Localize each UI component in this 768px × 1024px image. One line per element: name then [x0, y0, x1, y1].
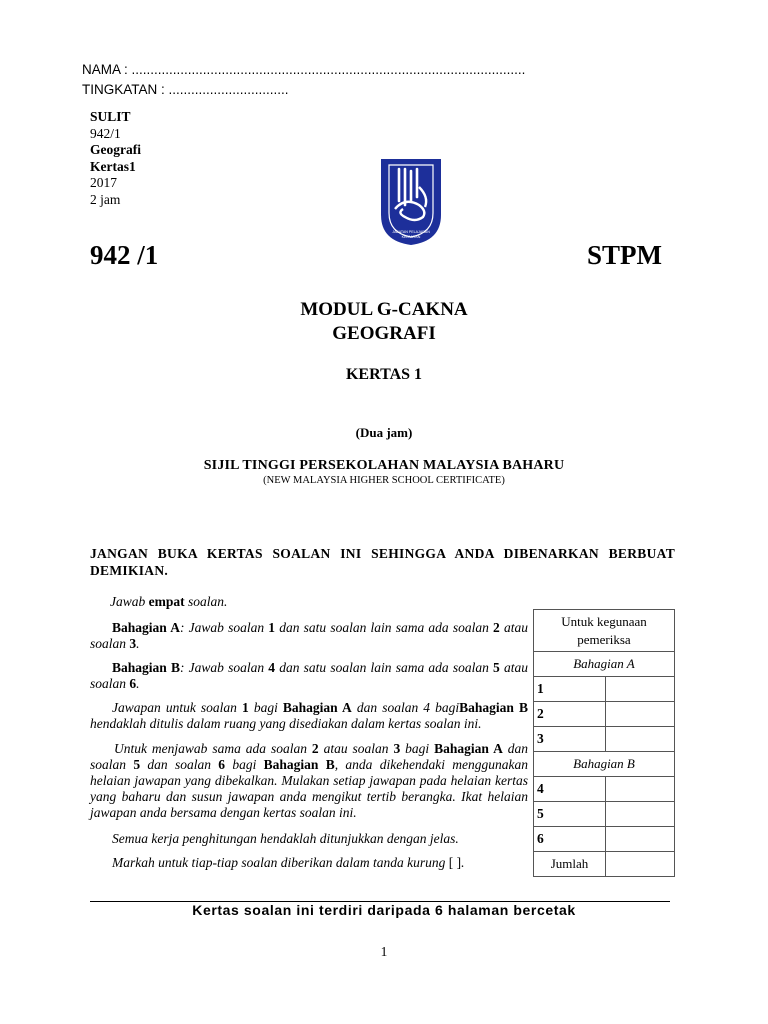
instruction-2: Bahagian A: Jawab soalan 1 dan satu soalan lain sama ada soalan 2 atau soalan 3.	[90, 620, 528, 651]
certificate-english: (NEW MALAYSIA HIGHER SCHOOL CERTIFICATE)	[263, 475, 505, 486]
question-4-mark	[606, 777, 675, 802]
logo-text-1: JABATAN PELAJARAN	[392, 230, 430, 234]
question-2-label: 2	[534, 702, 606, 727]
question-4-label: 4	[534, 777, 606, 802]
question-3-mark	[606, 727, 675, 752]
nama-field: NAMA : .........................................................................................................	[82, 62, 526, 77]
question-1-label: 1	[534, 677, 606, 702]
exam-name: STPM	[587, 240, 663, 270]
total-label: Jumlah	[534, 852, 606, 877]
jabatan-pelajaran-kelantan-logo	[375, 157, 447, 247]
examiner-table-header: Untuk kegunaan pemeriksa	[534, 610, 675, 652]
meta-subject: Geografi	[90, 142, 141, 157]
meta-code: 942/1	[90, 125, 121, 141]
instruction-1: Jawab empat soalan.	[110, 594, 228, 609]
module-title: MODUL G-CAKNA	[300, 299, 468, 320]
total-mark	[606, 852, 675, 877]
instruction-7: Markah untuk tiap-tiap soalan diberikan dalam tanda kurung [ ].	[112, 855, 465, 870]
instruction-5: Untuk menjawab sama ada soalan 2 atau soalan 3 bagi Bahagian A dan soalan 5 dan soalan 6 bagi Bahagian B, anda dikehendaki menggunakan helaian jawapan yang dibekalkan. Mulakan setiap jawapan pada helaian kertas yang baharu dan susun jawapan anda mengikut tertib berangka. Ikat helaian jawapan anda bersama dengan kertas soalan ini.	[90, 741, 529, 820]
question-5-label: 5	[534, 802, 606, 827]
paper-meta	[90, 109, 141, 208]
duration: (Dua jam)	[355, 425, 413, 440]
footer-page-count: Kertas soalan ini terdiri daripada 6 halaman bercetak	[192, 902, 576, 918]
meta-hours: 2 jam	[90, 191, 121, 207]
question-3-label: 3	[534, 727, 606, 752]
paper-title: KERTAS 1	[345, 366, 423, 383]
question-1-mark	[606, 677, 675, 702]
paper-code: 942 /1	[90, 240, 159, 270]
certificate-title: SIJIL TINGGI PERSEKOLAHAN MALAYSIA BAHARU	[203, 458, 565, 473]
question-5-mark	[606, 802, 675, 827]
page-number: 1	[380, 944, 388, 959]
examiner-table	[533, 609, 675, 877]
warning-text: JANGAN BUKA KERTAS SOALAN INI SEHINGGA ANDA DIBENARKAN BERBUAT DEMIKIAN.	[90, 546, 675, 578]
question-2-mark	[606, 702, 675, 727]
subject-title: GEOGRAFI	[332, 323, 436, 344]
section-b-label: Bahagian B	[534, 752, 675, 777]
instruction-3: Bahagian B: Jawab soalan 4 dan satu soalan lain sama ada soalan 5 atau soalan 6.	[90, 660, 528, 691]
instruction-4: Jawapan untuk soalan 1 bagi Bahagian A dan soalan 4 bagiBahagian B hendaklah ditulis dalam ruang yang disediakan dalam kertas soalan ini.	[90, 700, 528, 731]
tingkatan-field: TINGKATAN : ................................	[82, 82, 289, 97]
question-6-label: 6	[534, 827, 606, 852]
sulit-label: SULIT	[90, 109, 131, 124]
meta-paper: Kertas1	[90, 158, 136, 174]
question-6-mark	[606, 827, 675, 852]
meta-year: 2017	[90, 175, 117, 190]
instruction-6: Semua kerja penghitungan hendaklah ditunjukkan dengan jelas.	[112, 831, 459, 846]
logo-text-2: KELANTAN	[401, 235, 421, 239]
section-a-label: Bahagian A	[534, 652, 675, 677]
